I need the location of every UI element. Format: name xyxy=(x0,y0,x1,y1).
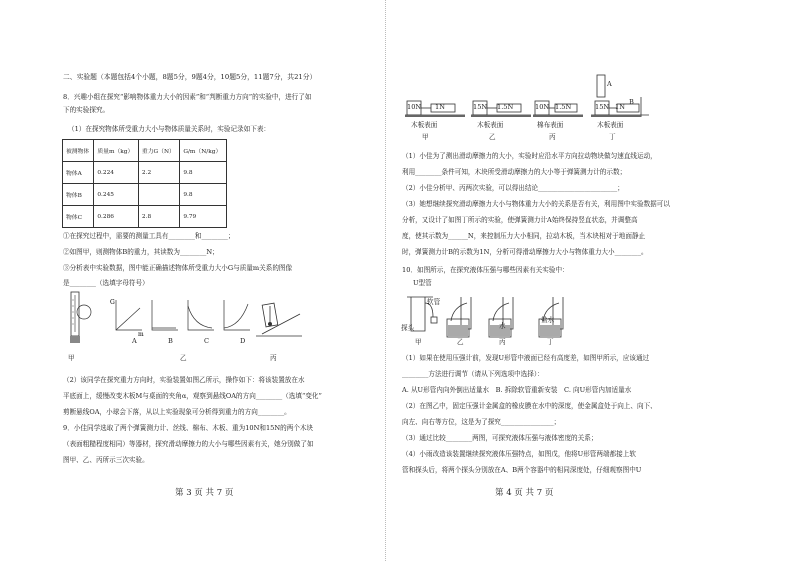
table-header: G/m（N/kg） xyxy=(180,140,227,162)
table-cell: 2.8 xyxy=(138,206,179,228)
page-footer-right: 第 4 页 共 7 页 xyxy=(495,488,554,498)
table-cell: 0.245 xyxy=(94,184,139,206)
graph-options xyxy=(112,298,252,338)
table-row xyxy=(63,184,227,206)
table-cell: 2.2 xyxy=(138,162,179,184)
q10-2-line2: 向左、向右等方位，这是为了探究________________； xyxy=(402,418,561,426)
q10-3: （3）通过比较________两图，可探究液体压强与液体密度的关系； xyxy=(402,434,598,442)
q8-intro-line1: 8．兴趣小组在探究“影响物体重力大小的因素”和“判断重力方向”的实验中，进行了如 xyxy=(63,93,312,101)
q9-line2: （表面粗糙程度相同）等器材，探究滑动摩擦力的大小与哪些因素有关，她分别做了如 xyxy=(63,440,314,448)
data-table xyxy=(62,139,227,228)
table-row xyxy=(63,162,227,184)
label2-jia: 甲 xyxy=(415,338,422,346)
q9-3-line4: 时，弹簧测力计B的示数为1N，分析可得滑动摩擦力大小与物体重力大小________。 xyxy=(402,248,648,256)
q10-4-line1: （4）小雨改造该装置继续探究液体压强特点，如图戊，他将U形管两端都接上软 xyxy=(402,450,636,458)
q10-1-options: A. 从U形管内向外倒出适量水 B. 拆除软管重新安装 C. 向U形管内加适量水 xyxy=(402,386,632,394)
q9-1-line1: （1）小佳为了测出滑动摩擦力的大小，实验时应沿水平方向拉动物块做匀速直线运动， xyxy=(402,152,657,160)
page-footer-left: 第 3 页 共 7 页 xyxy=(175,488,234,498)
q10-1-line1: （1）如果在使用压强计前，发现U形管中液面已经有高度差，如图甲所示，应该通过 xyxy=(402,354,650,362)
table-cell: 9.79 xyxy=(180,206,227,228)
fig-label-bing: 丙 xyxy=(270,354,277,362)
u-tube-label: U型管 xyxy=(413,279,432,287)
graph-letter-d: D xyxy=(240,337,246,345)
label-yi: 乙 xyxy=(489,133,496,141)
spring-label-b: B xyxy=(629,98,634,106)
label-ding: 丁 xyxy=(609,133,616,141)
q9-3-line1: （3）她想继续探究滑动摩擦力大小与物体重力大小的关系是否有关，利用图中实验数据可以 xyxy=(402,200,670,208)
graph-letter-c: C xyxy=(204,337,210,345)
q10-1-line2: ________方法进行调节（请从下列选项中选择）： xyxy=(402,370,544,378)
salt-water-label: 盐水 xyxy=(541,316,555,324)
block-weight-bing: 10N xyxy=(535,103,550,111)
q8-line1: ①在探究过程中，需要的测量工具有________和________； xyxy=(63,232,235,240)
table-header: 重力G（N） xyxy=(138,140,179,162)
label2-bing: 丙 xyxy=(499,338,506,346)
q9-3-line2: 分析，又设计了如图丁所示的实验，使弹簧测力计A始终保持竖直状态，并调整高 xyxy=(402,216,638,224)
block-weight-yi: 15N xyxy=(473,103,488,111)
q8-sub1: （1）在探究物体所受重力大小与物体质量关系时，实验记录如下表： xyxy=(68,125,271,133)
table-cell: 9.8 xyxy=(180,162,227,184)
spring-label-a: A xyxy=(607,80,612,88)
q9-3-line3: 度，使其示数为______N，来控制压力大小相同，拉动木板，当木块相对于地面静止 xyxy=(402,232,646,240)
q8-line4: 是________（选填字母符号） xyxy=(63,279,149,287)
q8-2-line3: 剪断悬线OA，小球会下落，从以上实验现象可分析得到重力的方向________。 xyxy=(63,408,291,416)
q8-2-line1: （2）该同学在探究重力方向时，实验装置如图乙所示，操作如下：将该装置放在水 xyxy=(63,376,305,384)
label-jia: 甲 xyxy=(422,133,429,141)
probe-label: 探头 xyxy=(401,324,415,332)
surface-jia: 木板表面 xyxy=(411,121,438,129)
q8-line2: ②如图甲，则测物体B的重力，其读数为________N； xyxy=(63,248,219,256)
table-cell: 9.8 xyxy=(180,184,227,206)
q9-1-line2: 利用________条件可知，木块所受滑动摩擦力的大小等于弹簧测力计的示数； xyxy=(402,168,627,176)
label2-ding: 丁 xyxy=(547,338,554,346)
q9-line1: 9．小佳同学选取了两个弹簧测力计、丝线、棉布、木板、重为10N和15N的两个木块 xyxy=(63,424,314,432)
fig-label-yi: 乙 xyxy=(180,354,187,362)
table-cell: 物体C xyxy=(63,206,94,228)
q10-title: 10．如图所示，在探究液体压强与哪些因素有关实验中： xyxy=(402,266,569,274)
q8-2-line2: 平底面上，缓慢改变木板M与桌面的夹角α，观察到悬线OA的方向________（选填“变化” xyxy=(63,392,322,400)
page-4 xyxy=(397,0,794,561)
graph-letter-a: A xyxy=(132,337,137,345)
water-label: 水 xyxy=(499,322,506,330)
q10-4-line2: 管和探头后，将两个探头分别放在A、B两个容器中的相同深度处，仔细观察图中U xyxy=(402,466,642,474)
surface-bing: 棉布表面 xyxy=(537,121,564,129)
table-header-row xyxy=(63,140,227,162)
block-force-yi: 1.5N xyxy=(497,103,514,111)
table-row xyxy=(63,206,227,228)
svg-text:m: m xyxy=(138,331,144,338)
block-force-jia: 1N xyxy=(435,103,445,111)
block-weight-jia: 10N xyxy=(407,103,422,111)
table-cell: 物体A xyxy=(63,162,94,184)
table-cell: 0.286 xyxy=(94,206,139,228)
pressure-apparatus-figures xyxy=(403,283,583,345)
table-header: 质量m（kg） xyxy=(94,140,139,162)
q9-line3: 图甲、乙、丙所示三次实验。 xyxy=(63,456,149,464)
fig-label-jia: 甲 xyxy=(68,354,75,362)
block-weight-ding: 15N xyxy=(595,103,610,111)
table-header: 被测物体 xyxy=(63,140,94,162)
q8-intro-line2: 下的实验探究。 xyxy=(63,106,110,114)
q8-line3: ③分析表中实验数据，图中能正确描述物体所受重力大小G与质量m关系的图像 xyxy=(63,264,293,272)
soft-tube-label: 软管 xyxy=(427,298,441,306)
block-force-ding: 1N xyxy=(615,103,625,111)
table-cell: 0.224 xyxy=(94,162,139,184)
svg-text:G: G xyxy=(110,299,115,306)
tilted-board-figure xyxy=(256,300,304,340)
section-heading: 二、实验题（本题包括4个小题，8题5分，9题4分，10题5分，11题7分，共21分） xyxy=(63,73,317,81)
q9-2: （2）小佳分析甲、丙两次实验，可以得出结论________________________； xyxy=(402,184,624,192)
surface-yi: 木板表面 xyxy=(477,121,504,129)
table-cell xyxy=(138,184,179,206)
block-force-bing: 1.5N xyxy=(555,103,572,111)
label2-yi: 乙 xyxy=(457,338,464,346)
graph-letter-b: B xyxy=(168,337,173,345)
table-cell: 物体B xyxy=(63,184,94,206)
surface-ding: 木板表面 xyxy=(597,121,624,129)
spring-scale-figure xyxy=(62,292,92,344)
label-bing: 丙 xyxy=(549,133,556,141)
friction-experiment-figures xyxy=(405,75,655,127)
q10-2-line1: （2）在图乙中，固定压强计金属盒的橡皮膜在水中的深度，使金属盒处于向上、向下、 xyxy=(402,402,657,410)
